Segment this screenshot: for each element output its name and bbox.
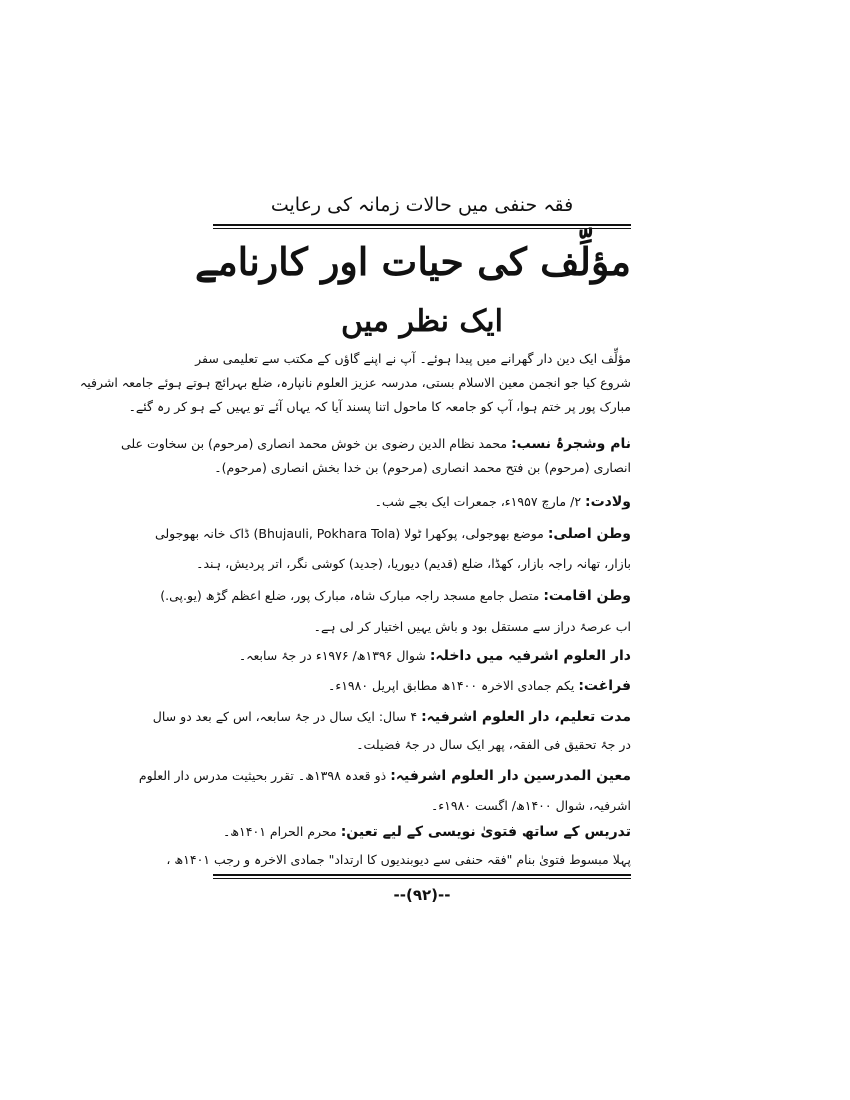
page-title: مؤلِّف کی حیات اور کارنامے [195, 239, 631, 284]
lineage-line-1 [120, 432, 631, 456]
admission-label: دار العلوم اشرفیہ میں داخلہ: [429, 648, 631, 664]
native-line-2 [196, 552, 631, 576]
running-header: فقہ حنفی میں حالات زمانہ کی رعایت [270, 194, 574, 216]
teacher-text: ذو قعدہ ۱۳۹۸ھ۔ تقرر بحیثیت مدرس دار العلوم [138, 768, 387, 783]
study-line-2 [213, 733, 631, 757]
intro-line-3 [128, 395, 631, 419]
native-text-2: بازار، تھانہ راجہ بازار، کھڈا، ضلع (قدیم) دیوریا، (جدید) کوشی نگر، اتر پردیش، ہند۔ [196, 556, 631, 571]
header-rule-top [213, 224, 631, 226]
study-line-1 [152, 705, 631, 729]
residence-label: وطن اقامت: [543, 588, 631, 604]
lineage-text-2: انصاری (مرحوم) بن فتح محمد انصاری (مرحوم) بن خدا بخش انصاری (مرحوم)۔ [214, 460, 631, 475]
lineage-line-2 [213, 456, 631, 480]
graduation-text: یکم جمادی الاخرہ ۱۴۰۰ھ مطابق اپریل ۱۹۸۰ء۔ [328, 678, 575, 693]
birth-label: ولادت: [585, 494, 631, 510]
residence-line-2 [213, 615, 631, 639]
birth-line [213, 490, 631, 514]
footer-rule-top [213, 874, 631, 876]
graduation-line [213, 674, 631, 698]
fatwa-line [213, 820, 631, 844]
teacher-line-2 [213, 794, 631, 818]
residence-text: متصل جامع مسجد راجہ مبارک شاہ، مبارک پور، ضلع اعظم گڑھ (یو.پی.) [160, 588, 540, 603]
intro-text-1: مؤلِّف ایک دین دار گھرانے میں پیدا ہوئے۔ آپ نے اپنے گاؤں کے مکتب سے تعلیمی سفر [195, 351, 631, 366]
study-label: مدت تعلیم، دار العلوم اشرفیہ: [421, 709, 631, 725]
first-fatwa-text: پہلا مبسوط فتویٰ بنام "فقہ حنفی سے دیوبندیوں کا ارتداد" جمادی الاخرہ و رجب ۱۴۰۱ھ ، [166, 852, 631, 867]
residence-line-1 [160, 584, 631, 608]
teacher-line-1 [138, 764, 631, 788]
admission-text: شوال ۱۳۹۶ھ/ ۱۹۷۶ء در جۂ سابعہ۔ [238, 648, 426, 663]
intro-text-2: شروع کیا جو انجمن معین الاسلام بستی، مدرسہ عزیز العلوم نانپارہ، ضلع بہرائچ ہوتے ہوئے جامعہ اشرفیہ [79, 375, 631, 390]
footer-rule-bottom [213, 878, 631, 879]
intro-line-1 [195, 347, 631, 371]
teacher-label: معین المدرسین دار العلوم اشرفیہ: [390, 768, 631, 784]
admission-line [213, 644, 631, 668]
page-subtitle: ایک نظر میں [341, 304, 503, 339]
header-rule-bottom [213, 228, 631, 229]
page-number: --(۹۲)-- [393, 886, 451, 904]
intro-text-3: مبارک پور پر ختم ہوا، آپ کو جامعہ کا ماحول اتنا پسند آیا کہ یہاں آئے تو یہیں کے ہو کر رہ گئے۔ [128, 399, 631, 414]
fatwa-label: تدریس کے ساتھ فتویٰ نویسی کے لیے تعین: [340, 824, 631, 840]
native-line-1 [154, 522, 631, 546]
teacher-text-2: اشرفیہ، شوال ۱۴۰۰ھ/ اگست ۱۹۸۰ء۔ [430, 798, 631, 813]
lineage-label: نام وشجرۂ نسب: [511, 436, 631, 452]
graduation-label: فراغت: [578, 678, 631, 694]
native-label: وطن اصلی: [547, 526, 631, 542]
native-text: موضع بھوجولی، پوکھرا ٹولا (Bhujauli, Pokhara Tola) ڈاک خانہ بھوجولی [154, 526, 544, 541]
study-text-2: در جۂ تحقیق فی الفقہ، پھر ایک سال در جۂ فضیلت۔ [356, 737, 631, 752]
first-fatwa-line [166, 848, 631, 872]
lineage-text: محمد نظام الدین رضوی بن خوش محمد انصاری (مرحوم) بن سخاوت علی [120, 436, 508, 451]
study-text: ۴ سال: ایک سال در جۂ سابعہ، اس کے بعد دو سال [152, 709, 418, 724]
birth-text: ۲/ مارچ ۱۹۵۷ء، جمعرات ایک بجے شب۔ [374, 494, 582, 509]
fatwa-text: محرم الحرام ۱۴۰۱ھ۔ [222, 824, 337, 839]
intro-line-2 [79, 371, 631, 395]
residence-text-2: اب عرصۂ دراز سے مستقل بود و باش یہیں اختیار کر لی ہے۔ [313, 619, 631, 634]
